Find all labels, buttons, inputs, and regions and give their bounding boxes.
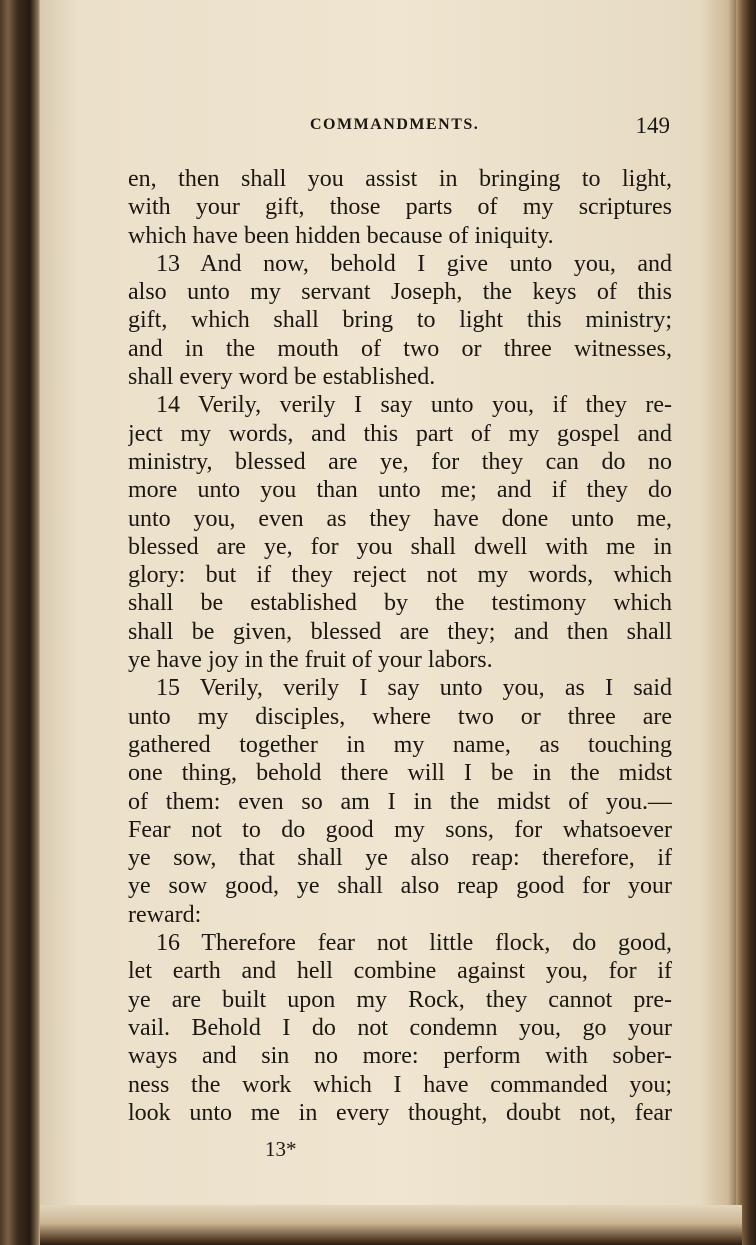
body-text	[128, 165, 672, 1127]
text-line: of them: even so am I in the midst of you.—	[128, 788, 672, 815]
book-binding	[0, 0, 40, 1245]
text-line: which have been hidden because of iniquity.	[128, 222, 554, 249]
page-edge	[736, 0, 756, 1245]
text-line: Fear not to do good my sons, for whatsoever	[128, 816, 672, 843]
verse-14-start: 14 Verily, verily I say unto you, if they re-	[156, 392, 672, 419]
text-line: en, then shall you assist in bringing to light,	[128, 166, 672, 192]
text-line: ye sow good, ye shall also reap good for your	[128, 873, 672, 900]
text-line: gift, which shall bring to light this ministry;	[128, 307, 672, 334]
verse-13-start: 13 And now, behold I give unto you, and	[156, 250, 672, 277]
text-line: blessed are ye, for you shall dwell with me in	[128, 533, 672, 560]
text-line: shall be given, blessed are they; and then shall	[128, 618, 672, 645]
page-bottom-edge	[40, 1205, 742, 1245]
text-line: glory: but if they reject not my words, which	[128, 562, 672, 589]
text-line: shall be established by the testimony which	[128, 590, 672, 617]
verse-16-start: 16 Therefore fear not little flock, do good,	[156, 930, 672, 957]
text-line: ye sow, that shall ye also reap: therefore, if	[128, 845, 672, 872]
page-header	[128, 113, 672, 153]
text-line: ye are built upon my Rock, they cannot pre-	[128, 986, 672, 1013]
text-line: also unto my servant Joseph, the keys of this	[128, 279, 672, 306]
text-line: ways and sin no more: perform with sober-	[128, 1043, 672, 1070]
text-line: one thing, behold there will I be in the midst	[128, 760, 672, 787]
text-line: let earth and hell combine against you, for if	[128, 958, 672, 985]
page-number: 149	[635, 113, 670, 138]
text-line: ye have joy in the fruit of your labors.	[128, 647, 493, 674]
running-head: COMMANDMENTS.	[310, 116, 480, 133]
text-line: ness the work which I have commanded you;	[128, 1071, 672, 1098]
text-line: reward:	[128, 901, 202, 928]
text-line: ministry, blessed are ye, for they can do no	[128, 448, 672, 475]
text-line: with your gift, those parts of my scriptures	[128, 194, 672, 221]
text-line: unto my disciples, where two or three are	[128, 703, 672, 730]
text-line: gathered together in my name, as touching	[128, 731, 672, 758]
text-line: shall every word be established.	[128, 364, 436, 391]
text-line: ject my words, and this part of my gospel and	[128, 420, 672, 447]
text-line: more unto you than unto me; and if they do	[128, 477, 672, 504]
text-line: unto you, even as they have done unto me,	[128, 505, 672, 532]
text-line: vail. Behold I do not condemn you, go your	[128, 1014, 672, 1041]
page-text	[128, 113, 672, 1127]
text-line: and in the mouth of two or three witnesses,	[128, 335, 672, 362]
text-line: look unto me in every thought, doubt not, fear	[128, 1099, 672, 1126]
signature-mark: 13*	[265, 1137, 297, 1161]
verse-15-start: 15 Verily, verily I say unto you, as I said	[156, 675, 672, 702]
